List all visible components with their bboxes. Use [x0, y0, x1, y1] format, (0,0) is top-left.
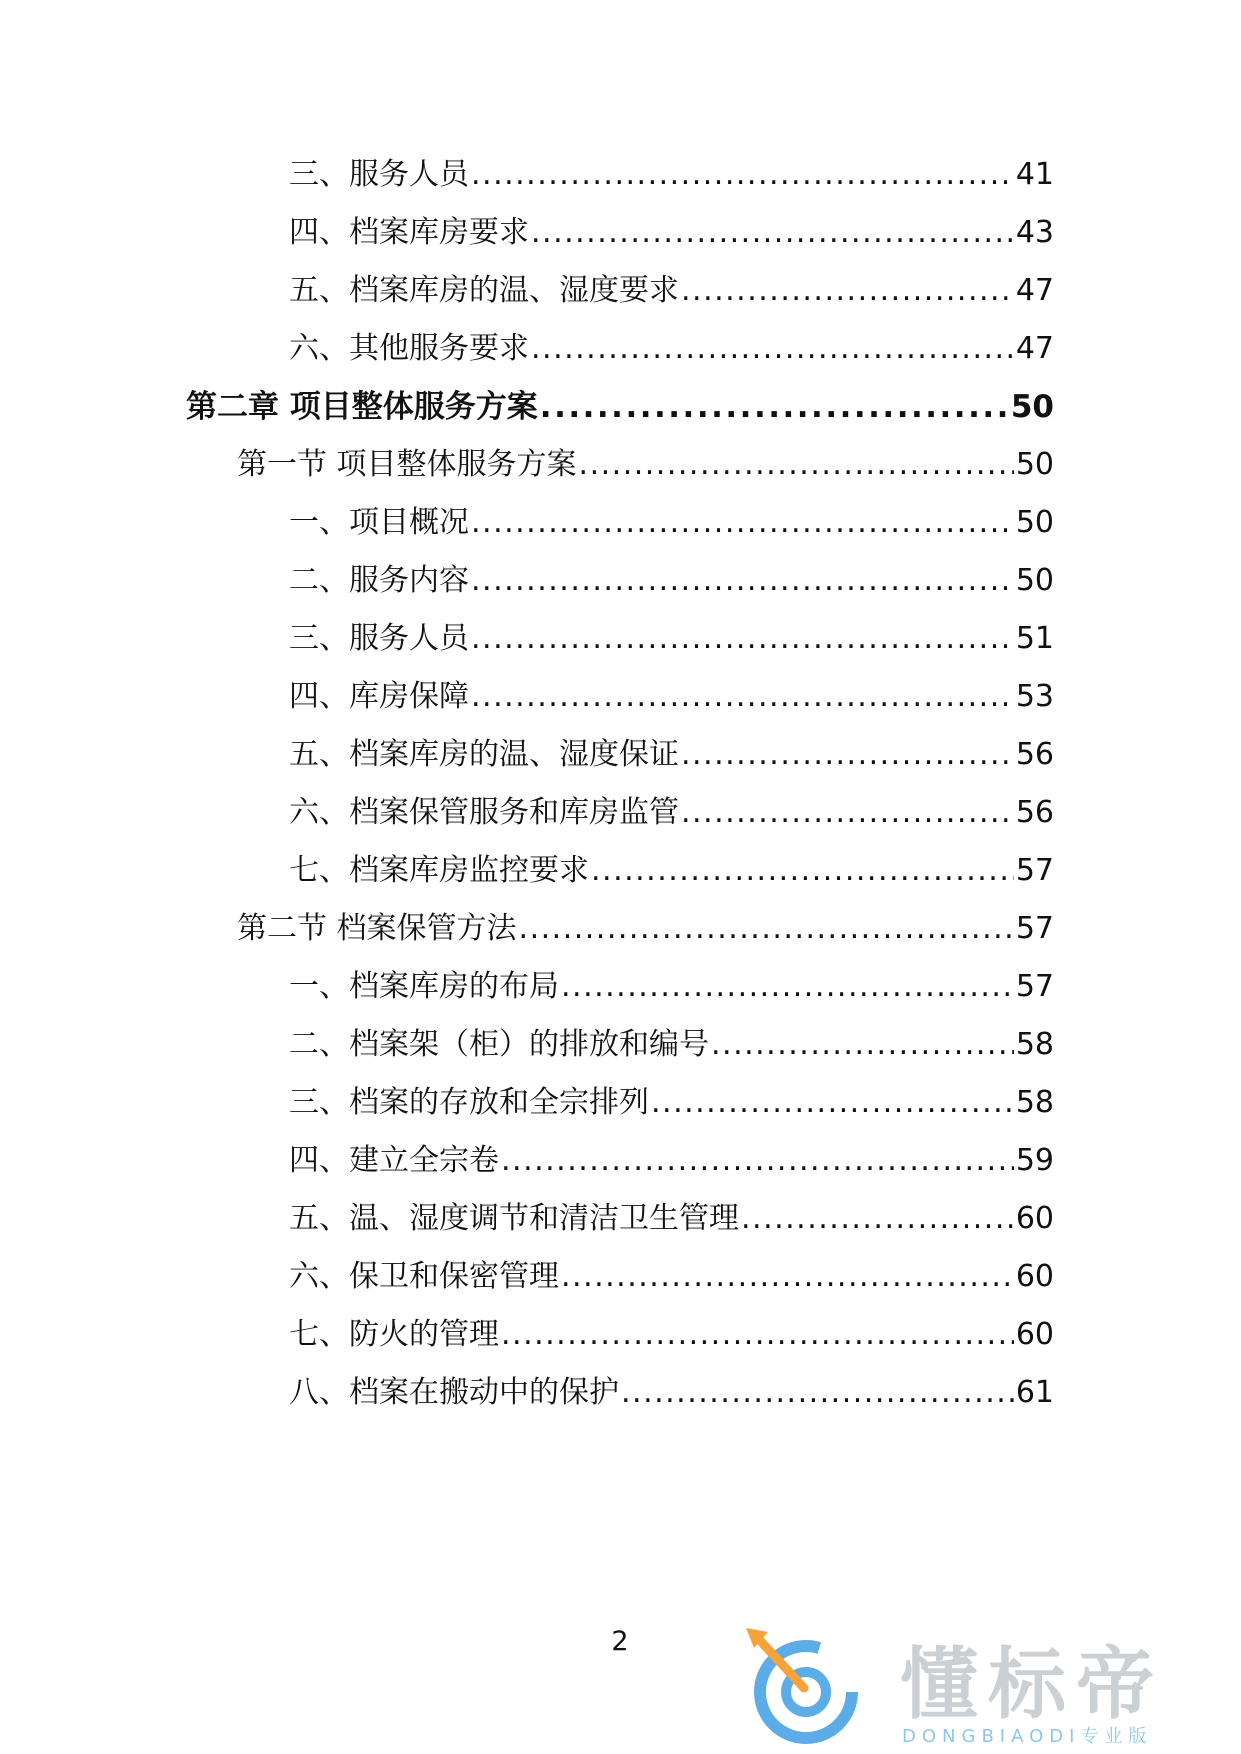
toc-entry-page: 57	[1015, 969, 1054, 1004]
toc-entry[interactable]	[289, 731, 1054, 779]
toc-entry-title: 三、服务人员	[289, 157, 469, 192]
toc-leader-dots	[471, 557, 1014, 605]
watermark-brand: 懂标帝	[900, 1640, 1165, 1730]
toc-entry-page: 43	[1015, 215, 1054, 250]
toc-entry-page: 41	[1015, 157, 1054, 192]
toc-entry-page: 60	[1015, 1201, 1054, 1236]
toc-entry-title: 六、保卫和保密管理	[289, 1259, 559, 1294]
toc-entry-title: 四、库房保障	[289, 679, 469, 714]
toc-entry[interactable]	[289, 499, 1054, 547]
toc-entry-page: 47	[1015, 273, 1054, 308]
toc-leader-dots	[501, 1311, 1014, 1359]
toc-leader-dots	[471, 499, 1014, 547]
toc-entry-page: 53	[1015, 679, 1054, 714]
toc-entry-title: 四、档案库房要求	[289, 215, 529, 250]
toc-entry-title: 第二节 档案保管方法	[237, 911, 517, 946]
toc-entry[interactable]	[289, 615, 1054, 663]
toc-entry-title: 五、温、湿度调节和清洁卫生管理	[289, 1201, 739, 1236]
toc-entry-title: 八、档案在搬动中的保护	[289, 1375, 619, 1410]
toc-entry-page: 58	[1015, 1027, 1054, 1062]
toc-entry[interactable]	[289, 1253, 1054, 1301]
toc-entry[interactable]	[289, 1311, 1054, 1359]
toc-entry[interactable]	[289, 673, 1054, 721]
toc-leader-dots	[540, 383, 1009, 431]
toc-section-entry[interactable]	[237, 441, 1054, 489]
toc-leader-dots	[579, 441, 1014, 489]
toc-leader-dots	[561, 963, 1014, 1011]
toc-entry-title: 七、档案库房监控要求	[289, 853, 589, 888]
toc-entry-page: 57	[1015, 911, 1054, 946]
toc-entry-page: 60	[1015, 1259, 1054, 1294]
toc-entry[interactable]	[289, 847, 1054, 895]
toc-entry[interactable]	[289, 1137, 1054, 1185]
toc-entry-page: 47	[1015, 331, 1054, 366]
toc-entry-title: 五、档案库房的温、湿度保证	[289, 737, 679, 772]
toc-entry-page: 56	[1015, 737, 1054, 772]
toc-entry-page: 60	[1015, 1317, 1054, 1352]
toc-entry-title: 一、项目概况	[289, 505, 469, 540]
toc-leader-dots	[681, 731, 1014, 779]
toc-leader-dots	[711, 1021, 1014, 1069]
toc-leader-dots	[621, 1369, 1014, 1417]
toc-entry-page: 58	[1015, 1085, 1054, 1120]
toc-entry-title: 三、档案的存放和全宗排列	[289, 1085, 649, 1120]
toc-entry-title: 一、档案库房的布局	[289, 969, 559, 1004]
toc-leader-dots	[471, 615, 1014, 663]
toc-leader-dots	[531, 325, 1014, 373]
toc-entry-page: 50	[1015, 505, 1054, 540]
toc-entry[interactable]	[289, 1195, 1054, 1243]
watermark-subtitle: DONGBIAODI专业版	[902, 1726, 1153, 1747]
toc-entry-title: 第二章 项目整体服务方案	[186, 389, 538, 425]
toc-leader-dots	[651, 1079, 1014, 1127]
toc-entry[interactable]	[289, 789, 1054, 837]
toc-entry-page: 61	[1015, 1375, 1054, 1410]
toc-leader-dots	[591, 847, 1014, 895]
toc-entry-title: 二、档案架（柜）的排放和编号	[289, 1027, 709, 1062]
toc-entry-page: 59	[1015, 1143, 1054, 1178]
toc-leader-dots	[561, 1253, 1014, 1301]
toc-leader-dots	[681, 267, 1014, 315]
toc-chapter-entry[interactable]	[186, 383, 1054, 431]
toc-entry[interactable]	[289, 1369, 1054, 1417]
toc-entry-page: 50	[1015, 563, 1054, 598]
toc-leader-dots	[681, 789, 1014, 837]
toc-entry-title: 二、服务内容	[289, 563, 469, 598]
toc-entry-title: 七、防火的管理	[289, 1317, 499, 1352]
toc-entry-title: 四、建立全宗卷	[289, 1143, 499, 1178]
toc-leader-dots	[501, 1137, 1014, 1185]
toc-leader-dots	[531, 209, 1014, 257]
toc-entry[interactable]	[289, 325, 1054, 373]
toc-entry-title: 五、档案库房的温、湿度要求	[289, 273, 679, 308]
toc-leader-dots	[471, 151, 1014, 199]
toc-entry[interactable]	[289, 151, 1054, 199]
toc-entry-page: 50	[1010, 389, 1054, 425]
toc-entry-title: 第一节 项目整体服务方案	[237, 447, 577, 482]
toc-leader-dots	[519, 905, 1014, 953]
toc-entry-page: 57	[1015, 853, 1054, 888]
toc-entry[interactable]	[289, 209, 1054, 257]
page-number: 2	[611, 1626, 629, 1657]
toc-entry[interactable]	[289, 963, 1054, 1011]
toc-entry-page: 50	[1015, 447, 1054, 482]
toc-section-entry[interactable]	[237, 905, 1054, 953]
toc-entry-page: 51	[1015, 621, 1054, 656]
toc-entry[interactable]	[289, 1079, 1054, 1127]
toc-entry-title: 六、档案保管服务和库房监管	[289, 795, 679, 830]
toc-entry-title: 六、其他服务要求	[289, 331, 529, 366]
toc-entry-title: 三、服务人员	[289, 621, 469, 656]
toc-entry[interactable]	[289, 557, 1054, 605]
toc-leader-dots	[741, 1195, 1014, 1243]
toc-entry[interactable]	[289, 1021, 1054, 1069]
toc-entry-page: 56	[1015, 795, 1054, 830]
toc-leader-dots	[471, 673, 1014, 721]
toc-entry[interactable]	[289, 267, 1054, 315]
